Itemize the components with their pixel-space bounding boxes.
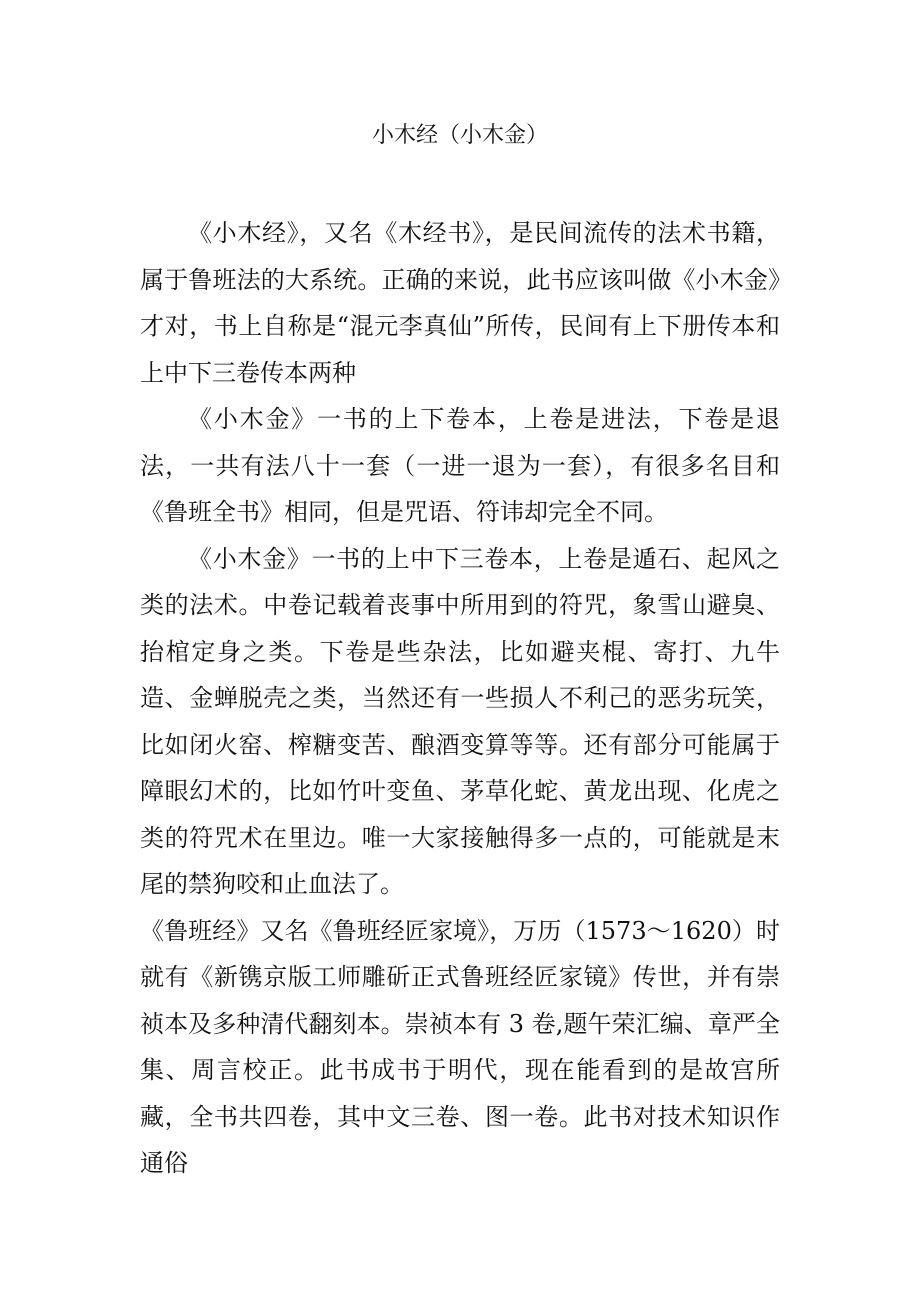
- paragraph-intro: 《小木经》，又名《木经书》，是民间流传的法术书籍，属于鲁班法的大系统。正确的来说，此书应该叫做《小木金》才对，书上自称是“混元李真仙”所传，民间有上下册传本和上中下三卷传本两种: [140, 219, 780, 387]
- paragraph-two-volume-edition: 《小木金》一书的上下卷本，上卷是进法，下卷是退法，一共有法八十一套（一进一退为一套），有很多名目和《鲁班全书》相同，但是咒语、符讳却完全不同。: [140, 405, 780, 526]
- document-title: 小木经（小木金）: [371, 123, 548, 148]
- document-body: [140, 210, 780, 1187]
- paragraph-luban-jing: 《鲁班经》又名《鲁班经匠家境》，万历（1573～1620）时就有《新镌京版工师雕斫正式鲁班经匠家镜》传世，并有崇祯本及多种清代翻刻本。崇祯本有 3 卷,题午荣汇编、章严全集、周言校正。此书成书于明代，现在能看到的是故宫所藏，全书共四卷，其中文三卷、图一卷。此书对技术知识作通俗: [140, 916, 780, 1177]
- paragraph-three-volume-edition: 《小木金》一书的上中下三卷本，上卷是遁石、起风之类的法术。中卷记载着丧事中所用到的符咒，象雪山避臭、抬棺定身之类。下卷是些杂法，比如避夹棍、寄打、九牛造、金蝉脱壳之类，当然还有一些损人不利己的恶劣玩笑，比如闭火窑、榨糖变苦、酿酒变算等等。还有部分可能属于障眼幻术的，比如竹叶变鱼、茅草化蛇、黄龙出现、化虎之类的符咒术在里边。唯一大家接触得多一点的，可能就是末尾的禁狗咬和止血法了。: [140, 544, 780, 898]
